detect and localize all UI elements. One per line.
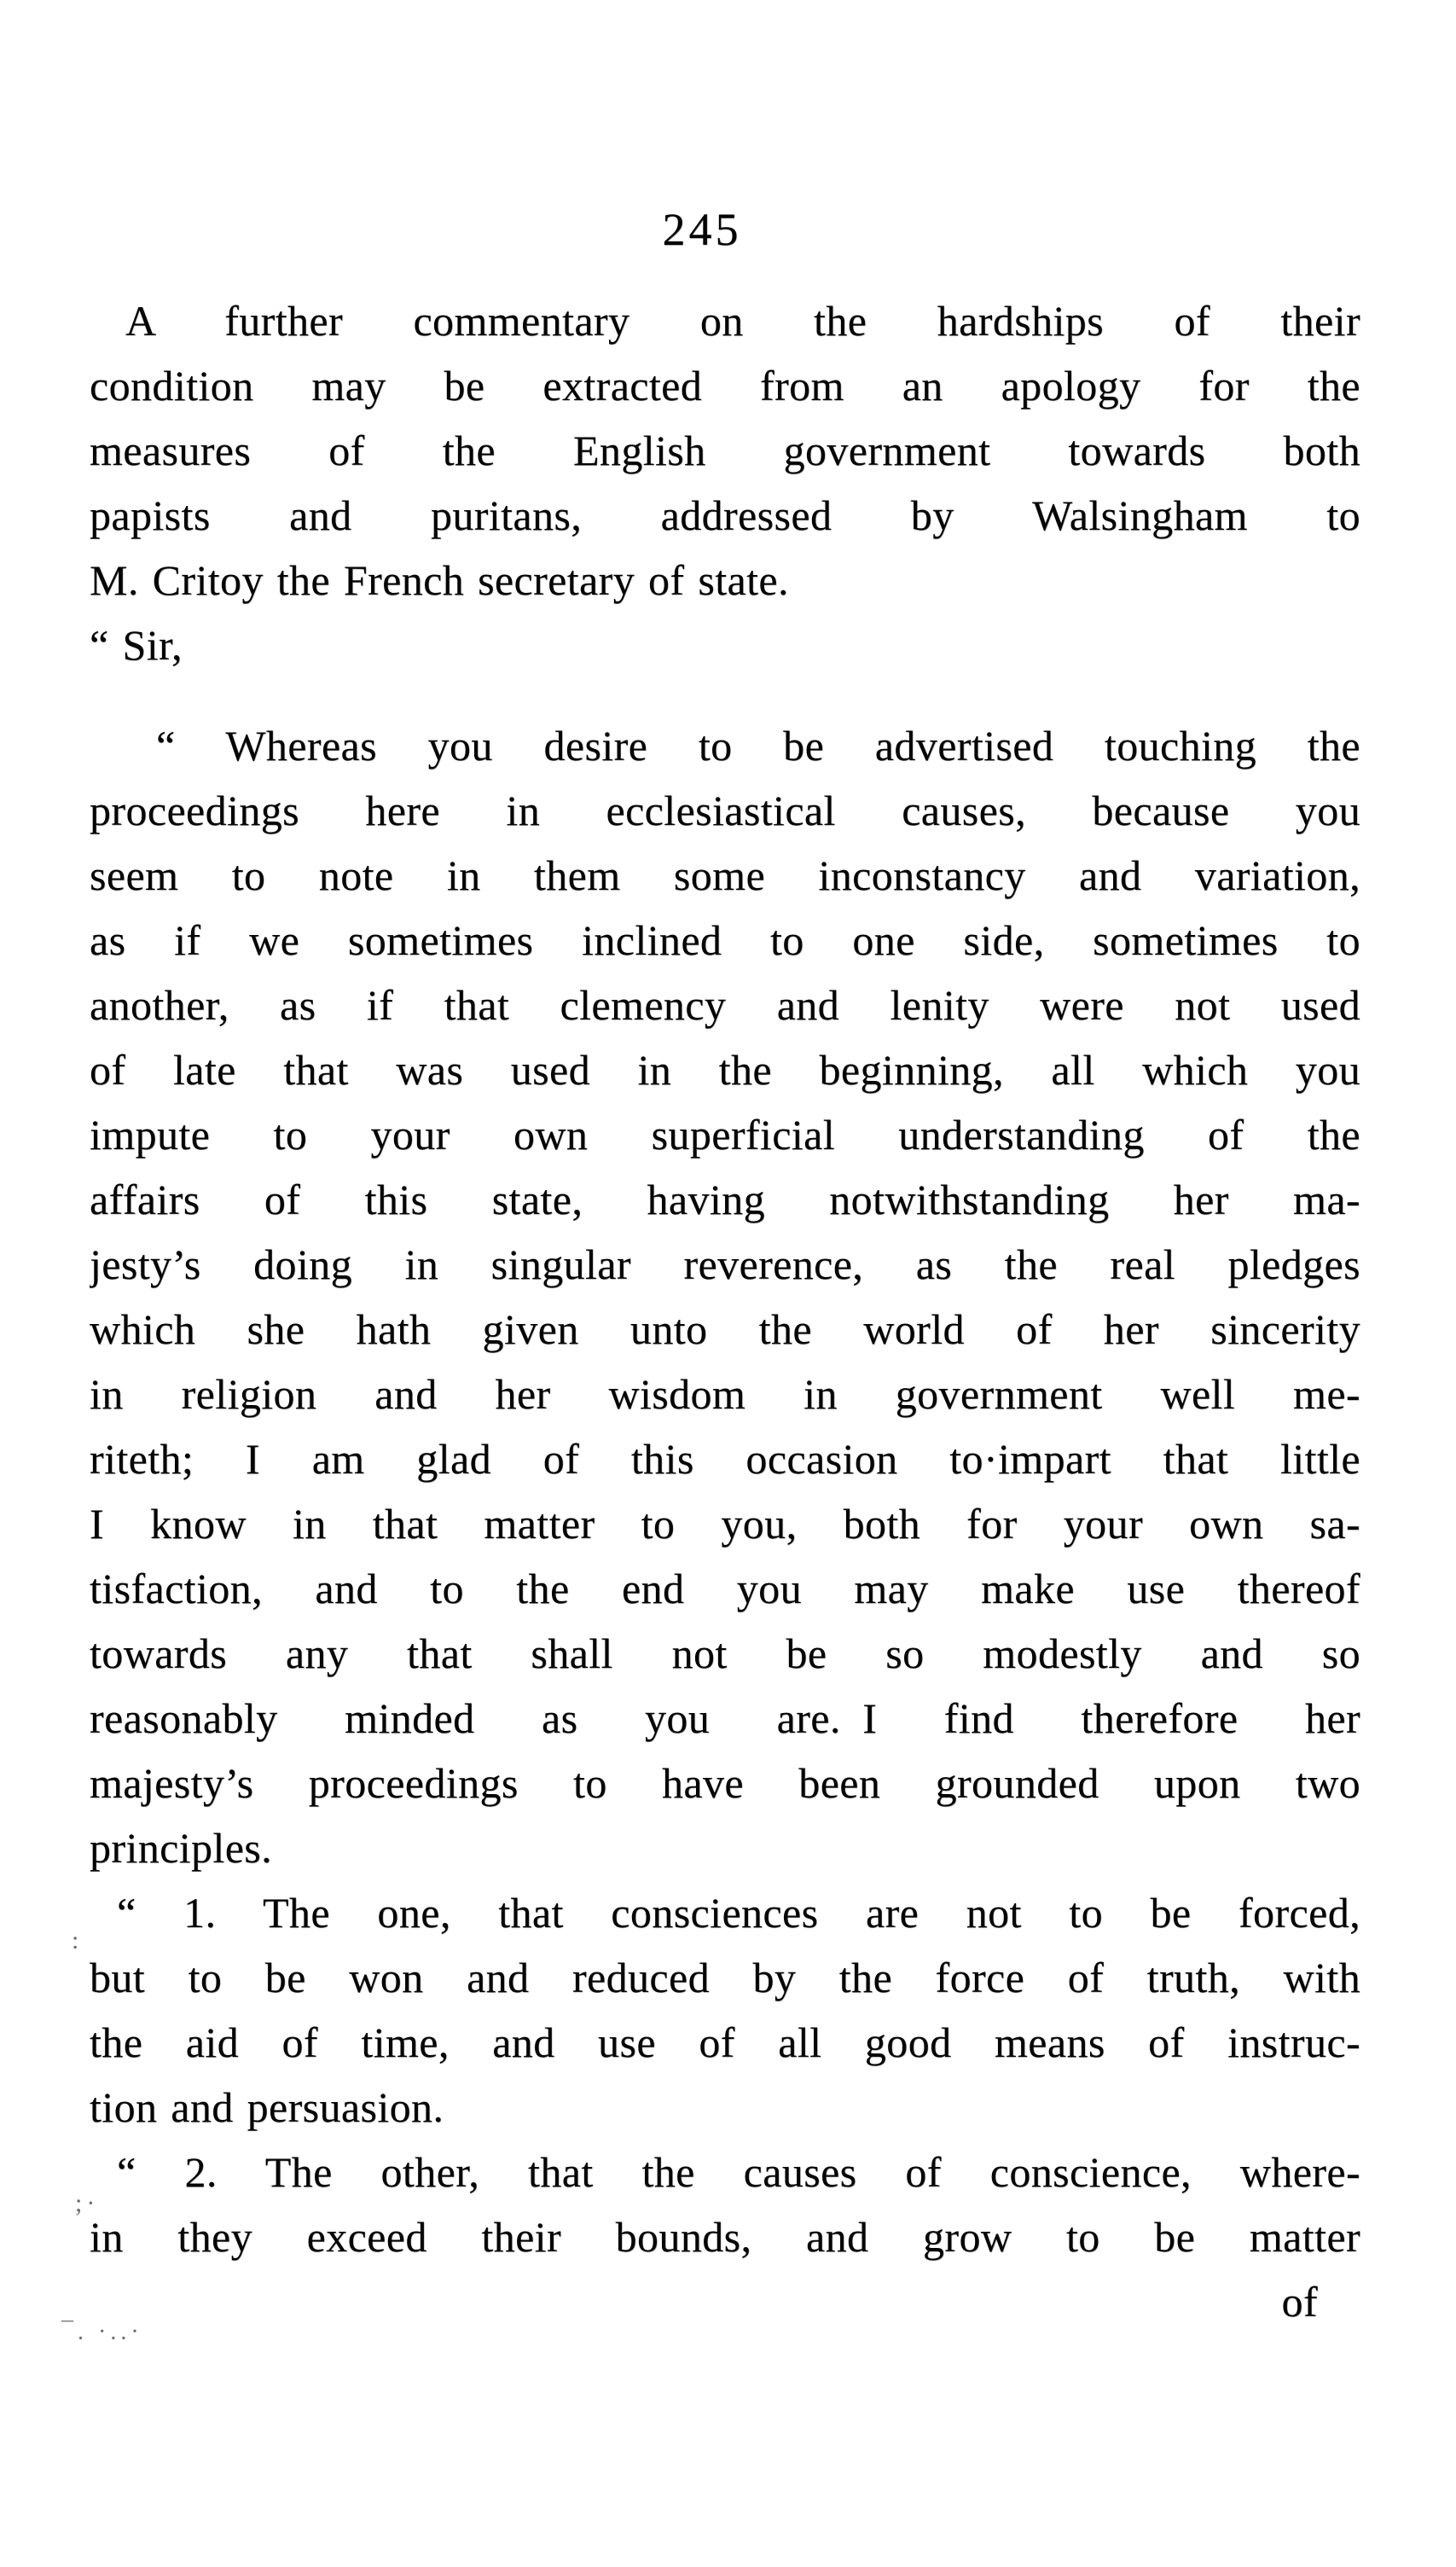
salutation — [90, 613, 1360, 677]
paragraph — [90, 2140, 1360, 2269]
text-line: measures of the English government towards both — [90, 427, 1360, 474]
text-line: impute to your own superficial understanding of the — [90, 1111, 1360, 1159]
text-line: of late that was used in the beginning, all which you — [90, 1046, 1360, 1094]
text-line: affairs of this state, having notwithstanding her ma- — [90, 1176, 1360, 1223]
ink-mark: ;· — [75, 2189, 100, 2217]
paragraph — [90, 1880, 1360, 2140]
text-line: which she hath given unto the world of her sincerity — [90, 1305, 1360, 1353]
text-line: “ 1. The one, that consciences are not to be forced, — [117, 1889, 1360, 1937]
text-line: seem to note in them some inconstancy and variation, — [90, 851, 1360, 899]
text-line: A further commentary on the hardships of their — [125, 297, 1360, 345]
ink-mark: : — [72, 1926, 84, 1954]
ink-smudge: ¯. ·..· — [61, 2319, 143, 2345]
text-line: papists and puritans, addressed by Walsingham to — [90, 491, 1360, 539]
text-line: in religion and her wisdom in government well me- — [90, 1370, 1360, 1418]
text-line: “ 2. The other, that the causes of conscience, where- — [117, 2148, 1360, 2196]
text-line: tion and persuasion. — [90, 2083, 444, 2131]
text-line: but to be won and reduced by the force of truth, with — [90, 1954, 1360, 2001]
text-line: the aid of time, and use of all good means of instruc- — [90, 2018, 1360, 2066]
text-line: majesty’s proceedings to have been grounded upon two — [90, 1759, 1360, 1807]
text-line: M. Critoy the French secretary of state. — [90, 556, 789, 604]
text-line: jesty’s doing in singular reverence, as the real pledges — [90, 1240, 1360, 1288]
text-line: principles. — [90, 1824, 273, 1872]
paragraph — [90, 288, 1360, 613]
text-line: “ Sir, — [90, 621, 183, 669]
text-line: another, as if that clemency and lenity were not used — [90, 981, 1360, 1029]
paragraph — [90, 713, 1360, 1880]
text-line: proceedings here in ecclesiastical causes, because you — [90, 787, 1360, 834]
text-line: condition may be extracted from an apology for the — [90, 362, 1360, 409]
text-line: I know in that matter to you, both for your own sa- — [90, 1500, 1360, 1548]
text-line: towards any that shall not be so modestly and so — [90, 1629, 1360, 1677]
text-line: reasonably minded as you are. I find therefore her — [90, 1694, 1360, 1742]
page-number: 245 — [662, 204, 742, 255]
text-line: as if we sometimes inclined to one side, sometimes to — [90, 916, 1360, 964]
text-line: “ Whereas you desire to be advertised touching the — [156, 722, 1360, 770]
catchword: of — [1281, 2278, 1318, 2326]
text-line: tisfaction, and to the end you may make use thereof — [90, 1565, 1360, 1612]
text-line: in they exceed their bounds, and grow to be matter — [90, 2213, 1360, 2261]
text-line: riteth; I am glad of this occasion to·impart that little — [90, 1435, 1360, 1483]
text-block — [90, 288, 1360, 2334]
